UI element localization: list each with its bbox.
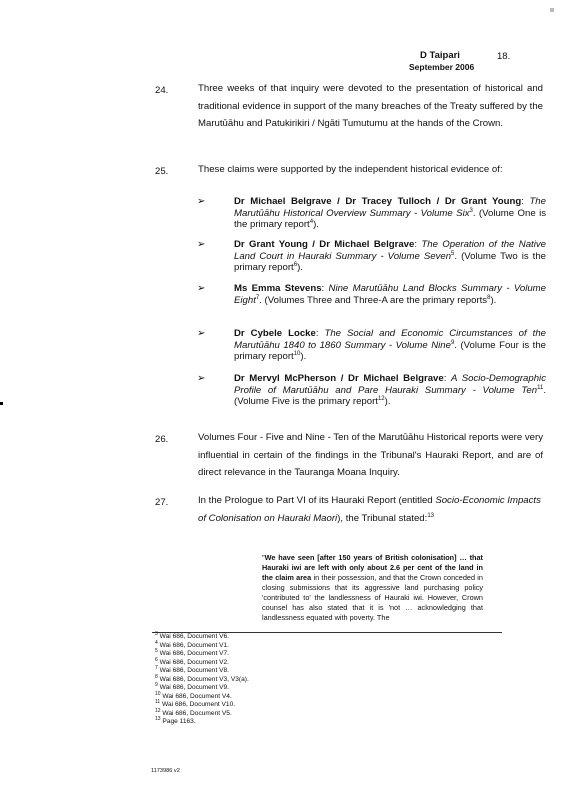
footnote-ref: 10 bbox=[293, 350, 301, 357]
author-names: Dr Michael Belgrave / Dr Tracey Tulloch / Dr Grant Young bbox=[234, 196, 522, 207]
report-title: The Marutūāhu Historical Overview Summary - Volume Six bbox=[234, 196, 546, 219]
footnote: $^5$ Wai 686, Document V7. bbox=[155, 647, 230, 657]
block-quote: "We have seen [after 150 years of British colonisation] … that Hauraki iwi are left with only about 2.6 per cent of the land in the claim area in their possession, and that the Crown conceded in closing submissions that its aggressive land purchasing policy 'contributed to' the landlessness of Hauraki iwi. However, Crown counsel has also stated that it is 'not … acknowledging that landlessness equated with poverty. The bbox=[262, 553, 483, 622]
footnote-ref: 6 bbox=[293, 261, 298, 268]
bullet-arrow-icon: ➢ bbox=[197, 373, 206, 384]
footnote: $^6$ Wai 686, Document V2. bbox=[155, 656, 230, 666]
footnote-ref: 3 bbox=[469, 207, 473, 214]
footnote-ref: 5 bbox=[451, 250, 455, 257]
bullet-arrow-icon: ➢ bbox=[197, 328, 206, 339]
footnote-ref: 12 bbox=[377, 395, 385, 402]
author-names: Dr Cybele Locke bbox=[234, 328, 316, 339]
report-title: The Operation of the Native Land Court in Hauraki Summary - Volume Seven bbox=[234, 239, 546, 262]
bullet-item: Dr Mervyl McPherson / Dr Michael Belgrave: A Socio-Demographic Profile of Marutūāhu and Pare Hauraki Summary - Volume Ten$^{11}$. (Volume Five is the primary report$^{12}$). bbox=[234, 373, 546, 407]
paragraph-text: These claims were supported by the independent historical evidence of: bbox=[198, 164, 503, 175]
footnote: $^7$ Wai 686, Document V8. bbox=[155, 664, 230, 674]
bullet-item: Dr Cybele Locke: The Social and Economic Circumstances of the Marutūāhu 1840 to 1860 Summary - Volume Nine$^9$. (Volume Four is the primary report$^{10}$). bbox=[234, 328, 547, 362]
footnote-ref: 9 bbox=[450, 339, 455, 346]
bullet-item: Dr Michael Belgrave / Dr Tracey Tulloch / Dr Grant Young: The Marutūāhu Historical Overview Summary - Volume Six$^3$. (Volume One is the primary report$^4$). bbox=[234, 196, 546, 230]
margin-mark bbox=[0, 402, 3, 405]
document-id: 1173986 v2 bbox=[151, 768, 180, 774]
bullet-item: Ms Emma Stevens: Nine Marutūāhu Land Blocks Summary - Volume Eight$^7$. (Volumes Three and Three-A are the primary reports$^8$). bbox=[234, 283, 546, 306]
author-names: Ms Emma Stevens bbox=[234, 283, 322, 294]
footnote: $^4$ Wai 686, Document V1. bbox=[155, 639, 230, 649]
footnote: $^8$ Wai 686, Document V3, V3(a). bbox=[155, 673, 249, 683]
report-title: Nine Marutūāhu Land Blocks Summary - Volume Eight bbox=[234, 283, 546, 306]
footnote-ref: 7 bbox=[255, 294, 260, 301]
author-names: Dr Mervyl McPherson / Dr Michael Belgrave bbox=[234, 373, 444, 384]
footnote: $^9$ Wai 686, Document V9. bbox=[155, 681, 230, 691]
quote-emphasis: We have seen [after 150 years of British colonisation] … that Hauraki iwi are left with only about 2.6 per cent of the land in the claim area bbox=[262, 553, 483, 582]
paragraph-number: 25. bbox=[155, 166, 169, 177]
paragraph-text: Three weeks of that inquiry were devoted to the presentation of historical and traditional evidence in support of the many breaches of the Treaty suffered by the Marutūāhu and Patukirikiri / Ngāti Tumutumu at the hands of the Crown. bbox=[198, 83, 543, 129]
scan-mark bbox=[550, 8, 554, 12]
bullet-item: Dr Grant Young / Dr Michael Belgrave: The Operation of the Native Land Court in Hauraki Summary - Volume Seven$^5$. (Volume Two is the primary report$^6$). bbox=[234, 239, 546, 273]
paragraph-text: Volumes Four - Five and Nine - Ten of the Marutūāhu Historical reports were very influential in certain of the findings in the Tribunal's Hauraki Report, and are of direct relevance in the Tauranga Moana Inquiry. bbox=[198, 432, 543, 478]
footnote-ref: 8 bbox=[487, 294, 491, 301]
paragraph-text: In the Prologue to Part VI of its Hauraki Report (entitled Socio-Economic Impacts of Colonisation on Hauraki Maori), the Tribunal stated:$^{13}$ bbox=[198, 495, 541, 524]
footnote: $^{12}$ Wai 686, Document V5. bbox=[155, 707, 232, 717]
paragraph-number: 24. bbox=[155, 85, 169, 96]
page-number: 18. bbox=[497, 51, 511, 62]
bullet-arrow-icon: ➢ bbox=[197, 196, 206, 207]
bullet-arrow-icon: ➢ bbox=[197, 283, 206, 294]
report-title: A Socio-Demographic Profile of Marutūāhu and Pare Hauraki Summary - Volume Ten bbox=[234, 373, 546, 396]
paragraph-number: 26. bbox=[155, 434, 169, 445]
footnote-ref: 4 bbox=[309, 218, 314, 225]
bullet-arrow-icon: ➢ bbox=[197, 239, 206, 250]
paragraph-number: 27. bbox=[155, 497, 169, 508]
report-title: Socio-Economic Impacts of Colonisation on Hauraki Maori bbox=[198, 495, 541, 524]
footnote-ref: 13 bbox=[427, 512, 434, 519]
footnote-ref: 11 bbox=[537, 384, 544, 391]
document-date: September 2006 bbox=[409, 62, 475, 72]
footnote: $^3$ Wai 686, Document V6. bbox=[155, 630, 230, 640]
author-names: Dr Grant Young / Dr Michael Belgrave bbox=[234, 239, 415, 250]
author-name: D Taipari bbox=[420, 50, 460, 61]
footnote: $^{13}$ Page 1163. bbox=[155, 715, 196, 725]
report-title: The Social and Economic Circumstances of the Marutūāhu 1840 to 1860 Summary - Volume Nine bbox=[234, 328, 546, 351]
footnote: $^{10}$ Wai 686, Document V4. bbox=[155, 690, 232, 700]
footnote: $^{11}$ Wai 686, Document V10. bbox=[155, 698, 236, 708]
